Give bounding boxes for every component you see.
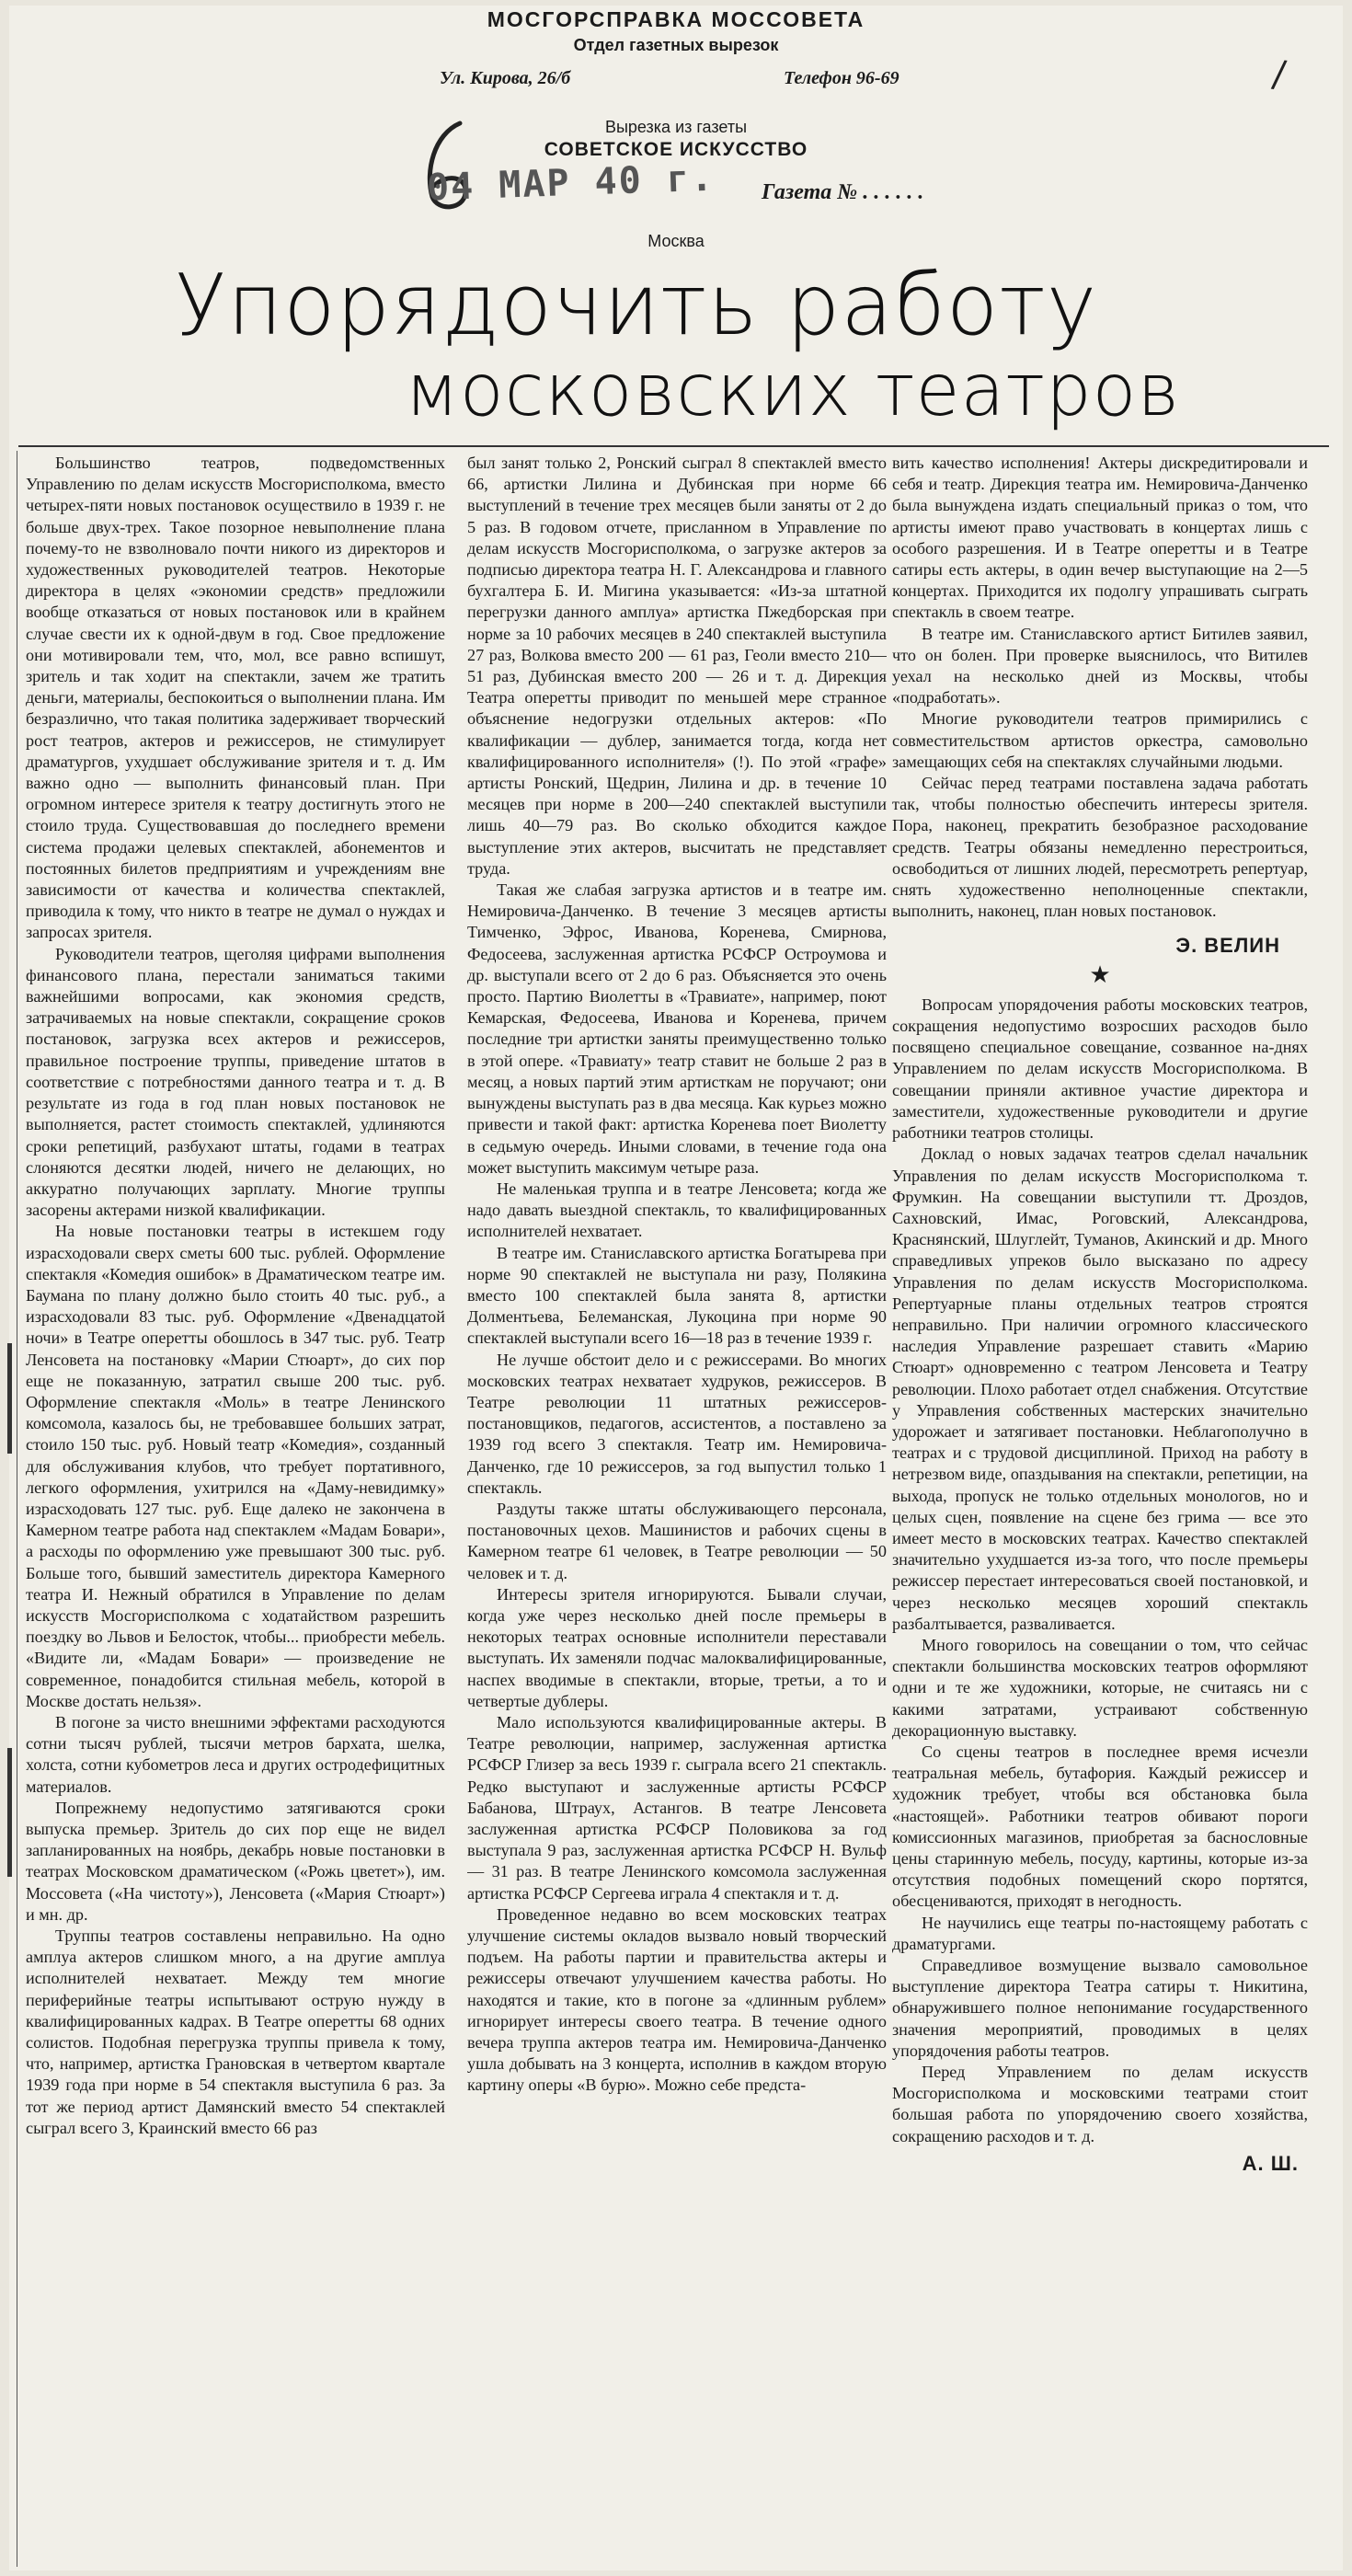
paragraph: Интересы зрителя игнорируются. Бывали случаи, когда уже через несколько дней после премьеры в некоторых театрах основные исполнители переставали выступать. Их заменяли подчас малоквалифицированные, наспех вводимые в спектакли, вторые, третьи, а то и четвертые дублеры.	[467, 1584, 887, 1710]
paragraph: Многие руководители театров примирились с совместительством артистов оркестра, самовольно замещающих себя на спектаклях случайными людьми.	[892, 709, 1308, 771]
newspaper-name: СОВЕТСКОЕ ИСКУССТВО	[544, 139, 808, 160]
author-signature: Э. ВЕЛИН	[1175, 934, 1280, 958]
paragraph: Справедливое возмущение вызвало самовольное выступление директора Театра сатиры т. Никитина, обнаружившего полное непонимание государственного значения мероприятий, проводимых в целях упорядочения работы театров.	[892, 1956, 1308, 2060]
paragraph: Вопросам упорядочения работы московских театров, сокращения недопустимо возросших расходов было посвящено специальное совещание, созванное на-днях Управлением по делам искусств Мосгорисполкома. В совещании приняли активное участие директора и заместители, художественные руководители и другие работники театров столицы.	[892, 995, 1308, 1143]
paragraph: Большинство театров, подведомственных Управлению по делам искусств Мосгорисполкома, вместо четырех-пяти новых постановок осуществило в 1939 г. не больше двух-трех. Такое позорное невыполнение плана почему-то не взволновало почти никого из директоров и художественных руководителей театров. Некоторые директора в целях «экономии средств» предложили вообще отказаться от новых постановок или в крайнем случае свести их к одной-двум в год. Свое предложение они мотивировали тем, что, мол, все равно вспишут, зритель и так ходит на спектакли, зачем же тратить деньги, материалы, беспокоиться о выполнении плана. Им безразлично, что такая политика задерживает творческий рост театров, актеров и режиссеров, не стимулирует драматургов, ухудшает обслуживание зрителя и т. д. Им важно одно — выполнить финансовый план. При огромном интересе зрителя к театру достигнуть этого не стоило труда. Существовавшая до последнего времени система продажи целевых спектаклей, абонементов и постоянных билетов предприятиям и учреждениям вне зависимости от качества и количества спектаклей, приводила к тому, что никто в театре не думал о нуждах и запросах зрителя.	[26, 454, 445, 942]
clipping-header	[0, 7, 1352, 55]
paragraph: На новые постановки театры в истекшем году израсходовали сверх сметы 600 тыс. рублей. Оформление спектакля «Комедия ошибок» в Драматическом театре им. Баумана по плану должно было стоить 40 тыс. руб., а израсходовали 83 тыс. руб. Оформление «Двенадцатой ночи» в Театре оперетты обошлось в 347 тыс. руб. Театр Ленсовета на постановку «Марии Стюарт», до сих пор еще не показанную, затратил свыше 200 тыс. руб. Оформление спектакля «Моль» в театре Ленинского комсомола, казалось бы, не требовавшее больших затрат, стоило 150 тыс. руб. Новый театр «Комедия», созданный для обслуживания клубов, что требует портативного, легкого оформления, ухитрился на «Даму-невидимку» израсходовать 127 тыс. руб. Еще далеко не закончена в Камерном театре работа над спектаклем «Мадам Бовари», а расходы по оформлению уже превышают 300 тыс. руб. Больше того, бывший заместитель директора Камерного театра И. Нежный обратился в Управление по делам искусств Мосгорисполкома с ходатайством разрешить поездку во Львов и Белосток, чтобы... приобрести мебель. «Видите ли, «Мадам Бовари» — произведение не современное, понадобится стильная мебель, которой в Москве достать нельзя».	[26, 1222, 445, 1710]
date-stamp: 04 МАР 40 г.	[426, 156, 716, 210]
address: Ул. Кирова, 26/б	[440, 68, 571, 88]
clipping-source	[0, 118, 1352, 161]
city-label: Москва	[647, 232, 705, 250]
paragraph: Сейчас перед театрами поставлена задача работать так, чтобы полностью обеспечить интересы зрителя. Пора, наконец, прекратить безобразное расходование средств. Театры обязаны немедленно перестроиться, освободиться от лишних людей, пересмотреть репертуар, снять художественно неполноценные спектакли, выполнить, наконец, план новых постановок.	[892, 774, 1308, 921]
paragraph: Труппы театров составлены неправильно. На одно амплуа актеров слишком много, а на другие амплуа исполнителей нехватает. Между тем многие периферийные театры испытывают острую нужду в квалифицированных кадрах. В Театре оперетты 68 одних солистов. Подобная перегрузка труппы привела к тому, что, например, артистка Грановская в четвертом квартале 1939 года при норме в 54 спектакля выступила 6 раз. За тот же период артист Дамянский вместо 54 спектаклей сыграл всего 3, Краинский вместо 66 раз	[26, 1926, 445, 2137]
paragraph: был занят только 2, Ронский сыграл 8 спектаклей вместо 66, артистки Лилина и Дубинская при норме 66 выступлений в течение трех месяцев были заняты от 2 до 5 раз. В годовом отчете, присланном в Управление по делам искусств Мосгорисполкома, о загрузке актеров за подписью директора театра Н. Г. Александрова и главного бухгалтера Б. И. Мигина указывается: «Из-за штатной перегрузки данного амплуа» артистка Пжедборская при норме за 10 рабочих месяцев в 240 спектаклей выступила 27 раз, Волкова вместо 200 — 61 раз, Геоли вместо 210—51 раз, Дубинская вместо 200 — 26 и т. д. Дирекция Театра оперетты приводит по меньшей мере странное объяснение недогрузки отдельных актеров: «По квалификации — дублер, занимается тогда, когда нет квалифицированного исполнителя» (!). По этой «графе» артисты Ронский, Щедрин, Лилина и др. в течение 10 месяцев при норме в 200—240 спектаклей выступили лишь 40—79 раз. Во сколько обходится каждое выступление этих актеров, высчитать не представляет труда.	[467, 454, 887, 878]
margin-bracket-mark	[7, 1343, 12, 1454]
paragraph: Доклад о новых задачах театров сделал начальник Управления по делам искусств Мосгорисполкома т. Фрумкин. На совещании выступили тт. Дроздов, Сахновский, Имас, Роговский, Александрова, Краснянский, Шлуглейт, Туманов, Акинский и др. Много справедливых упреков было высказано по адресу Управления по делам искусств Мосгорисполкома. Репертуарные планы отдельных театров строятся неправильно. При наличии огромного классического наследия Управление разрешает ставить «Марию Стюарт» одновременно с театром Ленсовета и Театру революции. Плохо работает отдел снабжения. Отсутствие у Управления собственных мастерских значительно удорожает и затягивает постановки. Неблагополучно в театрах и с трудовой дисциплиной. Приход на работу в нетрезвом виде, опаздывания на спектакли, репетиции, на выхода, пропуск не только отдельных монологов, но и целых сцен, появление на сцене без грима — все это имеет место в московских театрах. Качество спектаклей значительно ухудшается из-за того, что после премьеры режиссер перестает интересоваться своей постановкой, и через несколько месяцев хороший спектакль разбалтывается, разваливается.	[892, 1144, 1308, 1633]
phone: Телефон 96-69	[784, 68, 899, 88]
paragraph: вить качество исполнения! Актеры дискредитировали и себя и театр. Дирекция театра им. Немировича-Данченко была вынуждена издать специальный приказ о том, что артисты имеют право участвовать в концертах лишь с особого разрешения. И в Театре оперетты и в Театре сатиры есть актеры, в один вечер выступающие на 2—5 концертах. Приходится их подолгу упрашивать сыграть спектакль в своем театре.	[892, 454, 1308, 622]
org-name: МОСГОРСПРАВКА МОССОВЕТА	[487, 7, 865, 31]
paragraph: Со сцены театров в последнее время исчезли театральная мебель, бутафория. Каждый режиссер и художник требует, чтобы вся обстановка была «настоящей». Работники театров обивают пороги комиссионных магазинов, приобретая за баснословные цены старинную мебель, посуду, картины, которые из-за отсутствия подобных помещений скоро портятся, обесцениваются, приходят в негодность.	[892, 1742, 1308, 1911]
paragraph: Такая же слабая загрузка артистов и в театре им. Немировича-Данченко. В течение 3 месяцев артисты Тимченко, Эфрос, Иванова, Коренева, Смирнова, Федосеева, заслуженная артистка РСФСР Остроумова и др. выступали всего от 2 до 6 раз. Объясняется это очень просто. Партию Виолетты в «Травиате», например, поют Кемарская, Федосеева, Иванова и Коренева, причем последние три артистки заняты преимущественно только в этой опере. «Травиату» театр ставит не больше 2 раз в месяц, а новых партий этим артисткам не поручают; они вынуждены выступать раз в два месяца. Как курьез можно привести и такой факт: артистка Коренева поет Виолетту в седьмую очередь. Иными словами, в течение года она может выступить максимум четыре раза.	[467, 880, 887, 1177]
article-column-3	[892, 453, 1308, 2569]
paragraph: Попрежнему недопустимо затягиваются сроки выпуска премьер. Зритель до сих пор еще не видел запланированных на ноябрь, декабрь новые постановки в театрах Московском драматическом («Рожь цветет»), им. Моссовета («На чистоту»), Ленсовета («Мария Стюарт») и мн. др.	[26, 1798, 445, 1924]
paragraph: Проведенное недавно во всем московских театрах улучшение системы окладов вызвало новый творческий подъем. На работы партии и правительства актеры и режиссеры отвечают улучшением качества работы. Но находятся и такие, кто в погоне за «длинным рублем» игнорирует интересы своего театра. В течение одного вечера труппа актеров театра им. Немировича-Данченко ушла добывать на 3 концерта, исполнив в каждом вторую картину оперы «В бурю». Можно себе предста-	[467, 1904, 887, 2095]
paragraph: Много говорилось на совещании о том, что сейчас спектакли большинства московских театров оформляют одни и те же художники, которые, не считаясь ни с какими затратами, устраивают собственную декорационную выставку.	[892, 1635, 1308, 1740]
paragraph: В театре им. Станиславского артист Битилев заявил, что он болен. При проверке выяснилось, что Витилев уехал на несколько дней из Москвы, чтобы «подработать».	[892, 624, 1308, 707]
star-separator: ★	[1089, 960, 1111, 988]
pen-mark: /	[1269, 52, 1289, 97]
paragraph: Раздуты также штаты обслуживающего персонала, постановочных цехов. Машинистов и рабочих сцены в Камерном театре 61 человек, в Театре революции — 50 человек и т. д.	[467, 1499, 887, 1582]
article-title-line-1: Упорядочить работу	[175, 256, 1098, 354]
report-signature: А. Ш.	[1242, 2151, 1299, 2175]
paragraph: Не лучше обстоит дело и с режиссерами. Во многих московских театрах нехватает худруков, режиссеров. В Театре революции 11 штатных режиссеров-постановщиков, педагогов, ассистентов, а поставлено за 1939 год всего 3 спектакля. Театр им. Немировича-Данченко, где 10 режиссеров, за год выпустил только 1 спектакль.	[467, 1350, 887, 1497]
paragraph: Руководители театров, щеголяя цифрами выполнения финансового плана, перестали заниматься такими важнейшими вопросами, как экономия средств, затрачиваемых на новые спектакли, сокращение сроков постановок, загрузка всех актеров и режиссеров, правильное построение труппы, приведение штатов в соответствие с потребностями данного театра и т. д. В результате из года в год план новых постановок не выполняется, растет стоимость спектаклей, удлиняются сроки репетиций, разбухают штаты, годами в театрах слоняются десятки людей, ничего не делающих, но аккуратно получающих зарплату. Многие труппы засорены актерами низкой квалификации.	[26, 944, 445, 1220]
article-column-2	[467, 453, 887, 2569]
paragraph: Не маленькая труппа и в театре Ленсовета; когда же надо давать выездной спектакль, то квалифицированных исполнителей нехватает.	[467, 1179, 887, 1241]
department-name: Отдел газетных вырезок	[573, 36, 779, 54]
paragraph: Перед Управлением по делам искусств Мосгорисполкома и московскими театрами стоит большая работа по упорядочению своего хозяйства, сокращению расходов и т. д.	[892, 2063, 1308, 2145]
issue-number-label: Газета № . . . . . .	[762, 180, 924, 204]
paragraph: Не научились еще театры по-настоящему работать с драматургами.	[892, 1913, 1308, 1953]
paragraph: В театре им. Станиславского артистка Богатырева при норме 90 спектаклей не выступала ни разу, Полякина вместо 100 спектаклей была занята 8, артистки Долментьева, Белеманская, Лукоцина при норме 90 спектаклей выступали всего 16—18 раз в течение 1939 г.	[467, 1243, 887, 1348]
article-column-1	[26, 453, 445, 2569]
paragraph: Мало используются квалифицированные актеры. В Театре революции, например, заслуженная артистка РСФСР Глизер за весь 1939 г. сыграла всего 21 спектакль. Редко выступают и заслуженные артисты РСФСР Бабанова, Штраух, Астангов. В театре Ленсовета заслуженная артистка РСФСР Половикова за год выступала 9 раз, заслуженная артистка РСФСР Н. Вульф — 31 раз. В театре Ленинского комсомола заслуженная артистка РСФСР Сергеева играла 4 спектакля и т. д.	[467, 1712, 887, 1903]
article-title-line-2: московских театров	[405, 350, 1181, 432]
margin-bracket-mark	[7, 1748, 12, 1877]
title-rule	[18, 445, 1329, 447]
paragraph: В погоне за чисто внешними эффектами расходуются сотни тысяч рублей, тысячи метров бархата, шелка, холста, сотни кубометров леса и других остродефицитных материалов.	[26, 1712, 445, 1796]
clipping-label: Вырезка из газеты	[604, 118, 748, 136]
